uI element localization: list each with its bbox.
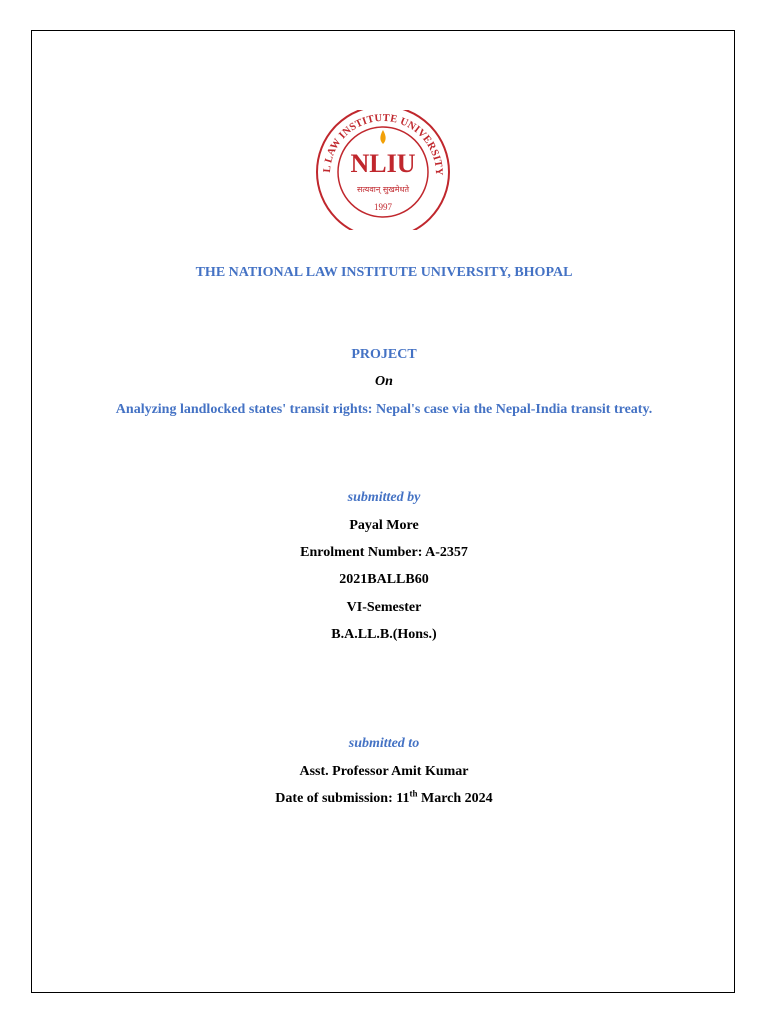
submitted-to-label: submitted to xyxy=(348,736,420,751)
svg-text:NLIU: NLIU xyxy=(350,149,416,178)
university-name: THE NATIONAL LAW INSTITUTE UNIVERSITY, BHOPAL xyxy=(195,265,573,280)
project-label: PROJECT xyxy=(351,347,417,362)
faculty-name: Asst. Professor Amit Kumar xyxy=(299,764,469,779)
submission-date-rest: March 2024 xyxy=(417,791,493,806)
project-title: Analyzing landlocked states' transit rights: Nepal's case via the Nepal-India transit treaty. xyxy=(115,402,653,417)
submitted-by-label: submitted by xyxy=(347,490,421,505)
enrolment-number: Enrolment Number: A-2357 xyxy=(300,545,468,560)
on-label: On xyxy=(375,374,393,389)
submission-date xyxy=(0,790,768,808)
svg-text:NATIONAL LAW INSTITUTE UNIVERS: L LAW INSTITUTE UNIVERSITY xyxy=(321,112,445,176)
course: B.A.LL.B.(Hons.) xyxy=(331,627,437,642)
student-name: Payal More xyxy=(349,518,419,533)
university-logo xyxy=(310,110,456,230)
university-seal-icon xyxy=(310,110,456,230)
svg-text:सत्यवान् सुखमेधते: सत्यवान् सुखमेधते xyxy=(356,185,410,194)
submission-date-suffix: th xyxy=(409,788,418,799)
roll-number: 2021BALLB60 xyxy=(339,572,429,587)
submission-date-prefix: Date of submission: 11 xyxy=(275,791,410,806)
semester: VI-Semester xyxy=(346,600,422,615)
svg-text:1997: 1997 xyxy=(374,202,392,212)
